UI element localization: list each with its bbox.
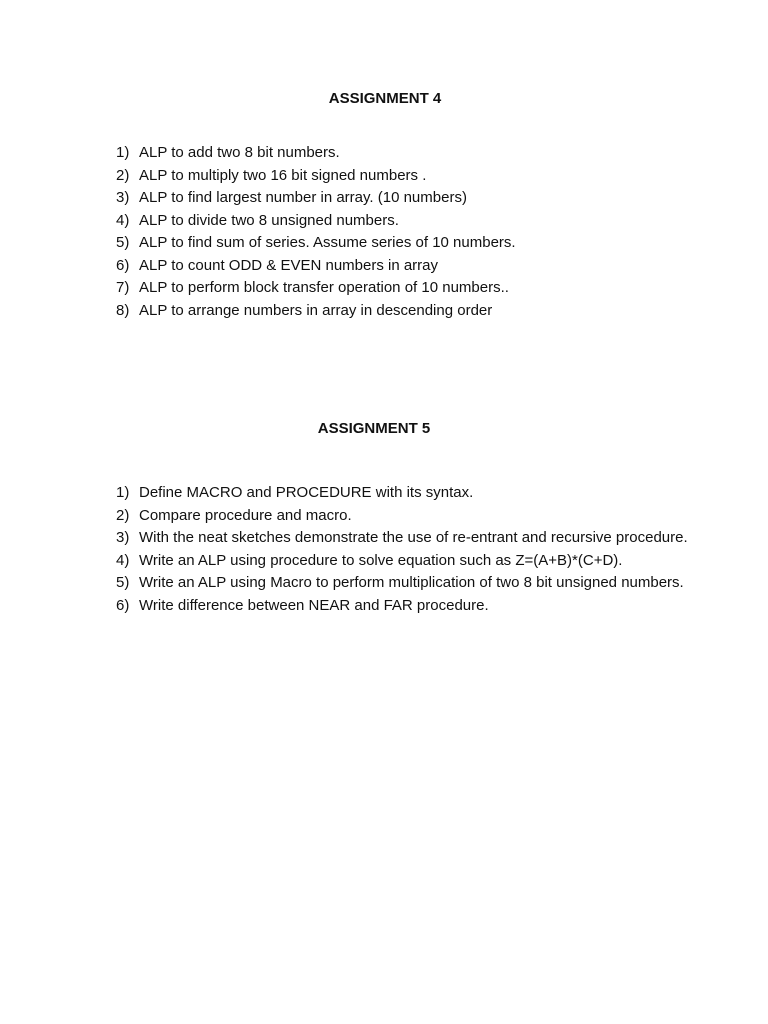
item-number: 5) — [116, 574, 130, 591]
assignment-5-list — [116, 482, 696, 617]
assignment-5-title: ASSIGNMENT 5 — [317, 420, 431, 437]
list-item — [116, 187, 696, 210]
assignment-4-list — [116, 142, 696, 322]
item-number: 3) — [116, 189, 130, 206]
list-item — [116, 482, 696, 505]
list-item — [116, 232, 696, 255]
item-number: 1) — [116, 484, 130, 501]
list-item — [116, 572, 696, 595]
list-item — [116, 277, 696, 300]
item-text: With the neat sketches demonstrate the use of re-entrant and recursive procedure. — [139, 529, 688, 546]
item-number: 4) — [116, 211, 130, 229]
list-item — [116, 550, 696, 573]
item-number: 6) — [116, 256, 130, 274]
item-text: ALP to add two 8 bit numbers. — [139, 144, 340, 161]
list-item — [116, 300, 696, 323]
assignment-4-section — [0, 89, 768, 319]
item-number: 2) — [116, 166, 130, 184]
item-text: Write difference between NEAR and FAR procedure. — [139, 596, 489, 614]
item-number: 7) — [116, 279, 130, 296]
item-number: 6) — [116, 596, 130, 614]
item-number: 3) — [116, 529, 130, 546]
list-item — [116, 210, 696, 233]
list-item — [116, 255, 696, 278]
item-number: 2) — [116, 506, 130, 524]
item-text: Define MACRO and PROCEDURE with its syntax. — [139, 484, 474, 501]
item-text: ALP to count ODD & EVEN numbers in array — [139, 256, 439, 274]
assignment-4-title: ASSIGNMENT 4 — [328, 90, 442, 107]
assignment-5-section — [0, 419, 768, 614]
list-item — [116, 165, 696, 188]
list-item — [116, 142, 696, 165]
item-text: Write an ALP using procedure to solve equation such as Z=(A+B)*(C+D). — [139, 551, 623, 569]
list-item — [116, 595, 696, 618]
item-number: 1) — [116, 144, 130, 161]
item-text: ALP to find sum of series. Assume series of 10 numbers. — [139, 234, 516, 251]
item-text: Compare procedure and macro. — [139, 506, 352, 524]
item-text: ALP to perform block transfer operation of 10 numbers.. — [139, 279, 509, 296]
item-number: 4) — [116, 551, 130, 569]
item-number: 8) — [116, 301, 130, 319]
item-text: ALP to multiply two 16 bit signed numbers . — [139, 166, 427, 184]
item-text: Write an ALP using Macro to perform multiplication of two 8 bit unsigned numbers. — [139, 574, 684, 591]
list-item — [116, 527, 696, 550]
item-number: 5) — [116, 234, 130, 251]
list-item — [116, 505, 696, 528]
item-text: ALP to find largest number in array. (10 numbers) — [139, 189, 467, 206]
item-text: ALP to divide two 8 unsigned numbers. — [139, 211, 399, 229]
item-text: ALP to arrange numbers in array in descending order — [139, 301, 493, 319]
